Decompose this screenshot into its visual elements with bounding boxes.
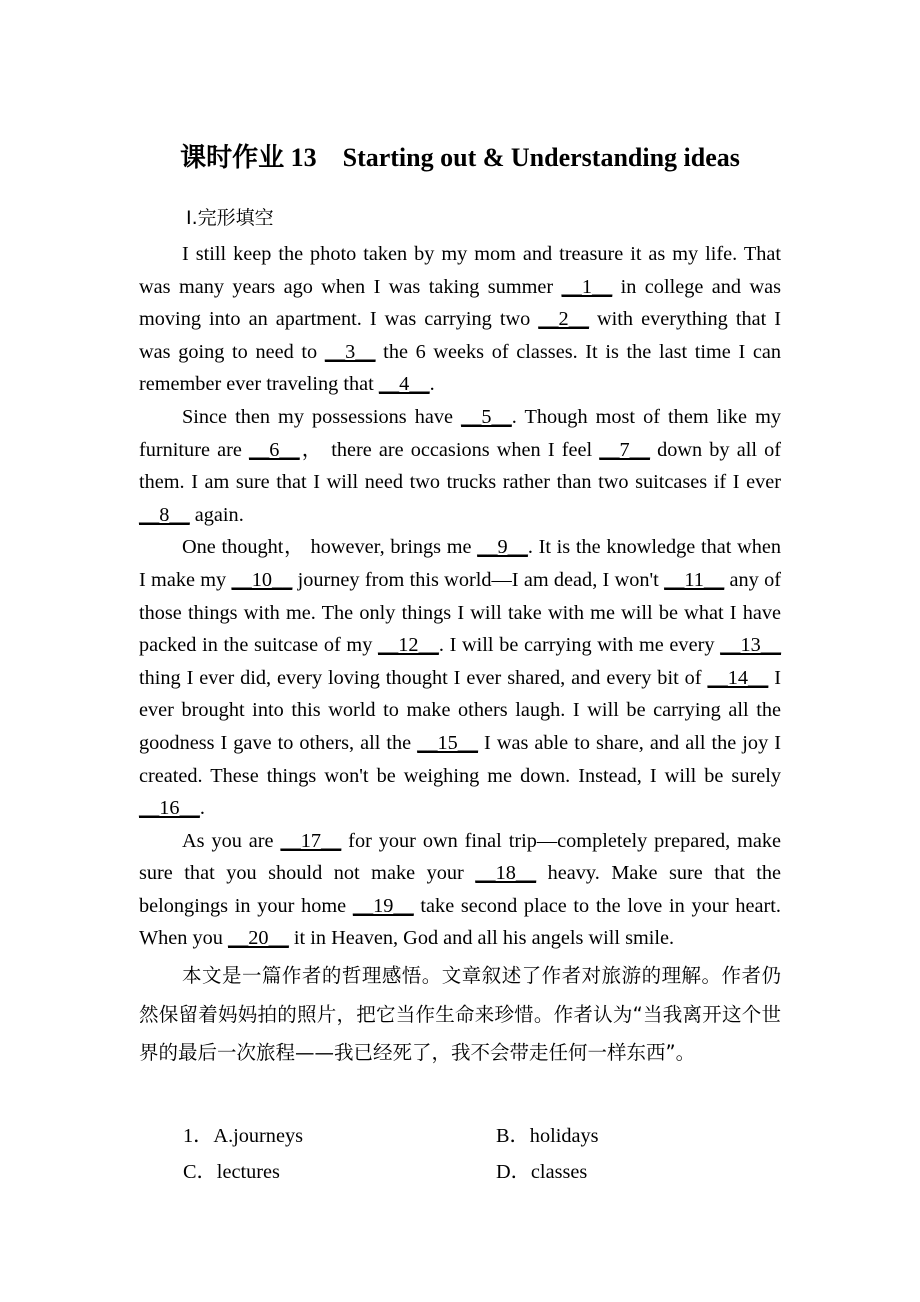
title-main: Starting out & Understanding ideas [342, 143, 740, 172]
blank-7: __7__ [599, 438, 650, 461]
passage-text: journey from this world—I am dead, I won't [292, 568, 665, 591]
question-1-options [183, 1118, 743, 1190]
passage-text: . [199, 797, 205, 820]
passage-text: . [429, 373, 435, 396]
passage-text: As you are [182, 829, 281, 852]
passage-paragraph [139, 531, 781, 824]
passage-text: One thought， however, brings me [182, 536, 478, 559]
blank-16: __16__ [139, 797, 200, 820]
blank-1: __1__ [561, 275, 613, 298]
passage-text: for your own final trip—completely prepared, make sure that you should not make your [139, 829, 781, 885]
passage-paragraph [139, 401, 781, 531]
passage-text: . Though most of them like my furniture are [139, 405, 781, 461]
blank-11: __11__ [664, 568, 725, 591]
passage-text: any of those things with me. The only things I will take with me will be what I have packed in the suitcase of my [139, 568, 781, 657]
passage-text: . It is the knowledge that when I make my [139, 536, 781, 591]
section-label: Ⅰ.完形填空 [186, 207, 274, 229]
title-prefix: 课时作业 13 [180, 143, 317, 172]
passage-text: I was able to share, and all the joy I created. These things won't be weighing me down. Instead, I will be surely [139, 731, 781, 787]
passage-text: in college and was moving into an apartment. I was carrying two [139, 275, 781, 331]
passage-text: I ever brought into this world to make others laugh. I will be carrying all the goodness I gave to others, all the [139, 666, 781, 754]
option-a: 1．A.journeys [183, 1125, 303, 1147]
blank-5: __5__ [461, 405, 512, 428]
blank-2: __2__ [538, 308, 589, 331]
passage-text: thing I ever did, every loving thought I ever shared, and every bit of [139, 666, 708, 689]
passage-paragraph [139, 825, 781, 955]
blank-18: __18__ [475, 862, 537, 885]
passage-text: with everything that I was going to need to [139, 308, 781, 363]
passage-text: take second place to the love in your heart. When you [139, 894, 781, 950]
blank-13: __13__ [720, 634, 781, 657]
passage-text: . I will be carrying with me every [438, 634, 721, 657]
blank-20: __20__ [228, 927, 289, 950]
blank-8: __8__ [139, 503, 190, 526]
option-d: D．classes [496, 1161, 588, 1183]
option-b: B．holidays [496, 1125, 599, 1147]
blank-12: __12__ [378, 634, 439, 657]
passage-paragraph [139, 238, 781, 401]
passage-text: heavy. Make sure that the belongings in your home [139, 862, 781, 917]
passage-body [139, 238, 781, 1073]
blank-4: __4__ [378, 373, 430, 396]
summary-paragraph: 本文是一篇作者的哲理感悟。文章叙述了作者对旅游的理解。作者仍然保留着妈妈拍的照片，把它当作生命来珍惜。作者认为“当我离开这个世界的最后一次旅程——我已经死了，我不会带走任何一样东西”。 [139, 964, 781, 1065]
passage-text: ， there are occasions when I feel [299, 438, 600, 461]
option-row [183, 1154, 743, 1190]
page-title [0, 138, 920, 178]
passage-text: it in Heaven, God and all his angels will smile. [288, 927, 675, 950]
passage-text: the 6 weeks of classes. It is the last time I can remember ever traveling that [139, 340, 781, 396]
blank-17: __17__ [280, 829, 342, 852]
blank-3: __3__ [324, 340, 376, 363]
option-c: C．lectures [183, 1161, 280, 1183]
blank-14: __14__ [707, 666, 769, 689]
blank-10: __10__ [231, 568, 293, 591]
passage-text: again. [189, 503, 244, 526]
blank-15: __15__ [417, 731, 479, 754]
passage-text: Since then my possessions have [182, 405, 462, 428]
option-row [183, 1118, 743, 1154]
passage-text: I still keep the photo taken by my mom and treasure it as my life. That was many years ago when I was taking summer [139, 243, 781, 298]
blank-9: __9__ [477, 536, 528, 559]
blank-6: __6__ [248, 438, 300, 461]
passage-text: down by all of them. I am sure that I will need two trucks rather than two suitcases if I ever [139, 438, 781, 494]
blank-19: __19__ [352, 894, 414, 917]
